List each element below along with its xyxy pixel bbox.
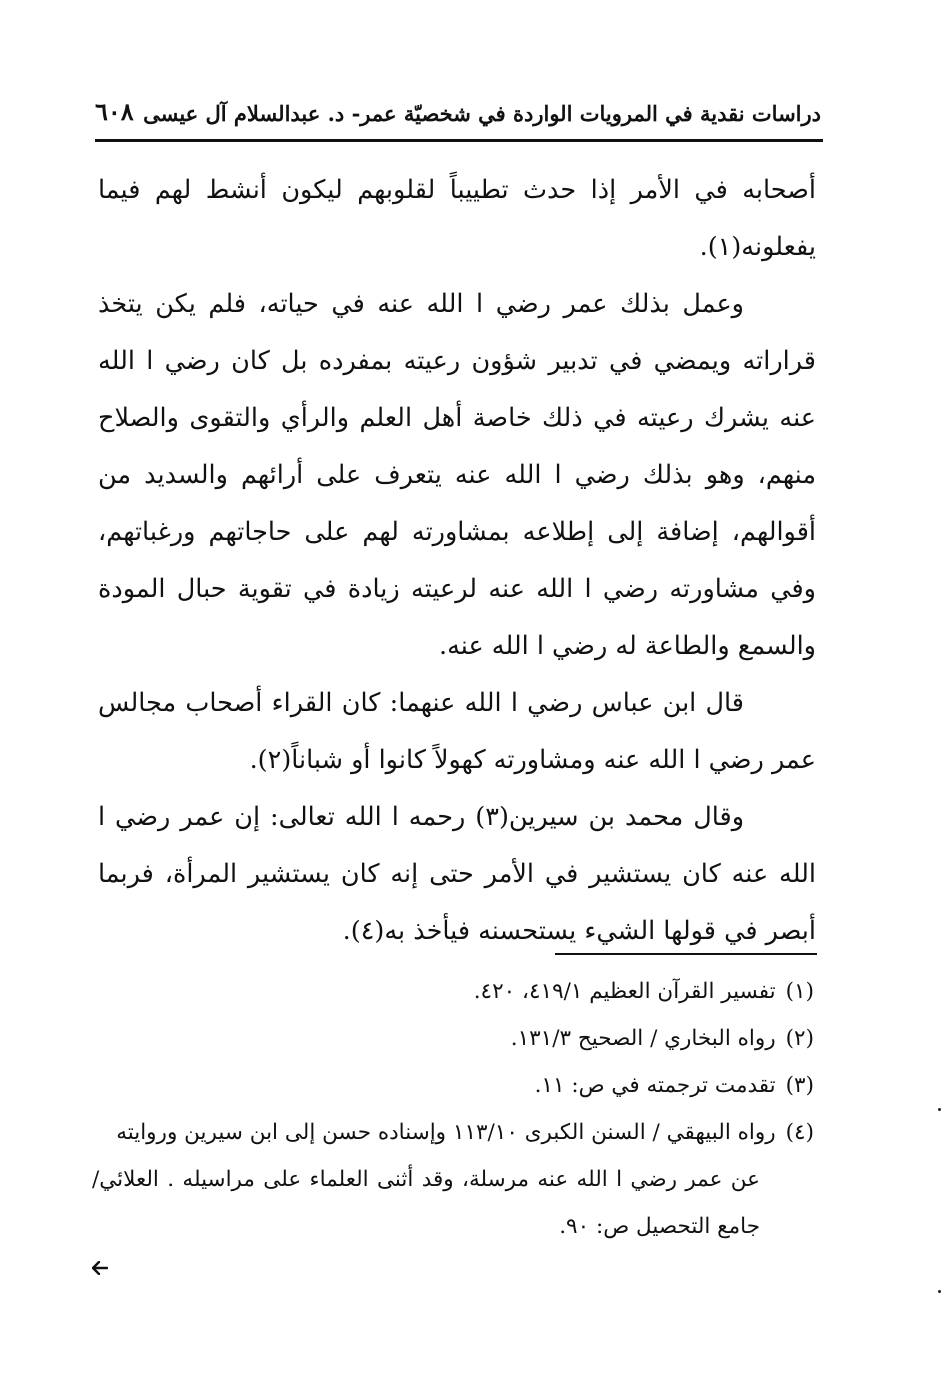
- paragraph: وقال محمد بن سيرين(٣) رحمه ا الله تعالى: إن عمر رضي ا الله عنه كان يستشير في الأمر حتى إنه كان يستشير المرأة، فربما أبصر في قولها الشيء يستحسنه فيأخذ به(٤).: [98, 802, 816, 946]
- footnote-number: (١): [785, 979, 814, 1004]
- footnote-number: (٣): [785, 1073, 814, 1098]
- arrow-left-icon-shape: [92, 1261, 108, 1275]
- footnotes: [92, 968, 814, 1250]
- header-title: دراسات نقدية في المرويات الواردة في شخصيّة عمر- د. عبدالسلام آل عيسى: [143, 101, 821, 126]
- main-text: [98, 162, 816, 960]
- paragraph: وعمل بذلك عمر رضي ا الله عنه في حياته، فلم يكن يتخذ قراراته ويمضي في تدبير شؤون رعيته بمفرده بل كان رضي ا الله عنه يشرك رعيته في ذلك خاصة أهل العلم والرأي والتقوى والصلاح منهم، وهو بذلك رضي ا الله عنه يتعرف على أرائهم والسديد من أقوالهم، إضافة إلى إطلاعه بمشاورته لهم على حاجاتهم ورغباتهم، وفي مشاورته رضي ا الله عنه لرعيته زيادة في تقوية حبال المودة والسمع والطاعة له رضي ا الله عنه.: [98, 289, 816, 661]
- footnote: [92, 1109, 814, 1156]
- footnote-divider: [555, 953, 817, 955]
- footnote: [92, 1062, 814, 1109]
- footnote: [92, 1015, 814, 1062]
- scan-speck: [938, 1290, 941, 1293]
- arrow-left-icon: [92, 1256, 108, 1281]
- paragraph: قال ابن عباس رضي ا الله عنهما: كان القراء أصحاب مجالس عمر رضي ا الله عنه ومشاورته كهولاً كانوا أو شباناً(٢).: [98, 688, 816, 775]
- footnote-text: رواه البيهقي / السنن الكبرى ١١٣/١٠ وإسناده حسن إلى ابن سيرين وروايته: [116, 1120, 776, 1145]
- footnote-text: رواه البخاري / الصحيح ١٣١/٣.: [510, 1026, 776, 1051]
- footnote-number: (٢): [785, 1026, 814, 1051]
- footnote: [92, 968, 814, 1015]
- footnote-text: تقدمت ترجمته في ص: ١١.: [534, 1073, 776, 1098]
- page-number: ٦٠٨: [95, 97, 134, 126]
- footnote-number: (٤): [785, 1120, 814, 1145]
- footnote-text: تفسير القرآن العظيم ٤١٩/١، ٤٢٠.: [473, 979, 776, 1004]
- scan-speck: [938, 1108, 941, 1111]
- paragraph: أصحابه في الأمر إذا حدث تطييباً لقلوبهم ليكون أنشط لهم فيما يفعلونه(١).: [98, 175, 816, 262]
- footnote-continuation: عن عمر رضي ا الله عنه مرسلة، وقد أثنى العلماء على مراسيله . العلائي/ جامع التحصيل ص: ٩٠.: [92, 1167, 760, 1239]
- running-header: [95, 95, 823, 142]
